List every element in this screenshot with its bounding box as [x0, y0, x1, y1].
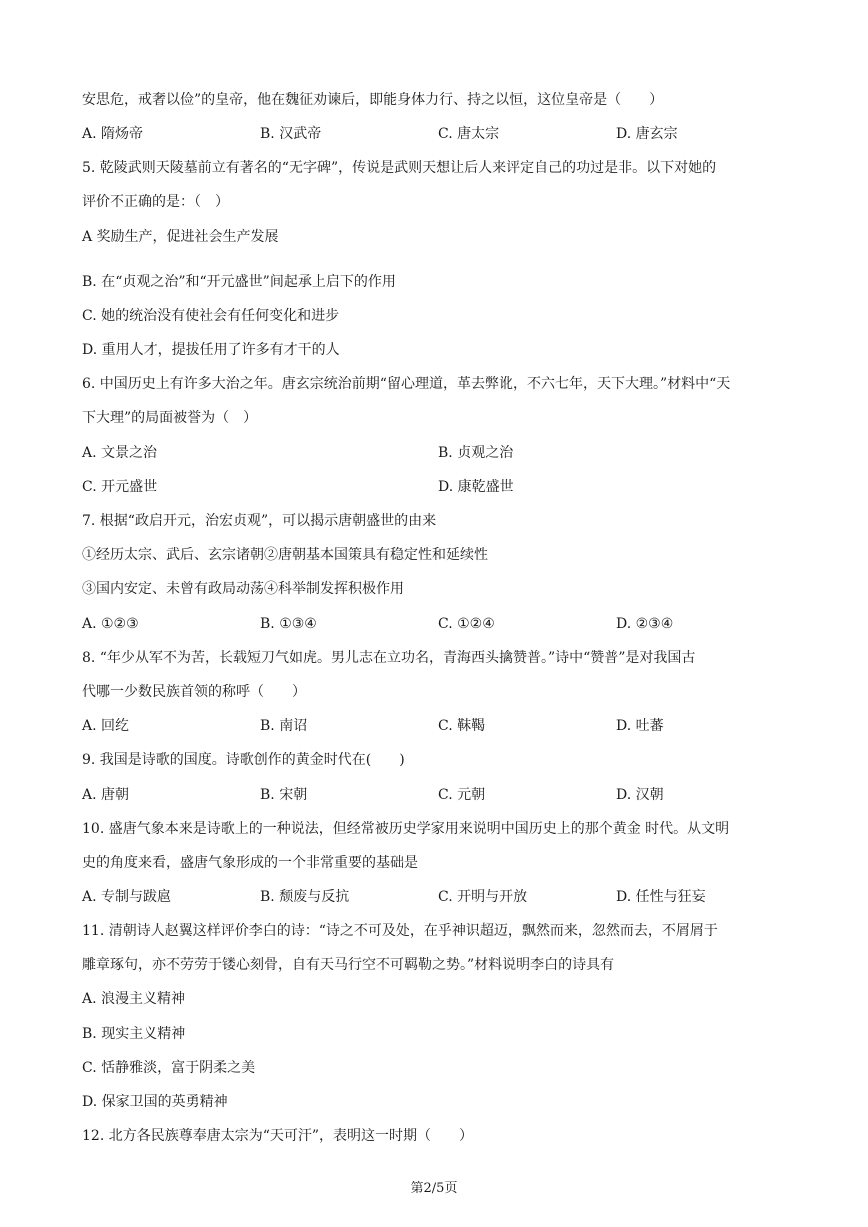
q5-option-d: D. 重用人才，提拔任用了许多有才干的人: [82, 342, 340, 358]
q7-option-d: D. ②③④: [616, 616, 674, 632]
q7-option-b: B. ①③④: [260, 616, 317, 632]
q10-option-c: C. 开明与开放: [438, 889, 528, 905]
q4-option-c: C. 唐太宗: [438, 126, 500, 142]
q9-stem: 9. 我国是诗歌的国度。诗歌创作的黄金时代在( ): [82, 752, 405, 768]
q10-option-b: B. 颓废与反抗: [260, 889, 350, 905]
q11-option-b: B. 现实主义精神: [82, 1026, 186, 1042]
q11-stem-line2: 雕章琢句，亦不劳劳于镂心刻骨，自有天马行空不可羁勒之势。”材料说明李白的诗具有: [82, 957, 615, 973]
q11-stem-line1: 11. 清朝诗人赵翼这样评价李白的诗：“诗之不可及处，在乎神识超迈，飘然而来，忽然而去，不屑屑于: [82, 923, 718, 939]
q10-option-a: A. 专制与跋扈: [82, 889, 172, 905]
q7-option-a: A. ①②③: [82, 616, 139, 632]
q11-option-c: C. 恬静雅淡，富于阴柔之美: [82, 1060, 256, 1076]
q7-stem: 7. 根据“政启开元，治宏贞观”，可以揭示唐朝盛世的由来: [82, 513, 437, 529]
q5-option-c: C. 她的统治没有使社会有任何变化和进步: [82, 308, 340, 324]
q4-stem: 安思危，戒奢以俭”的皇帝，他在魏征劝谏后，即能身体力行、持之以恒，这位皇帝是（ ）: [82, 92, 664, 108]
q9-option-a: A. 唐朝: [82, 787, 130, 803]
q10-option-d: D. 任性与狂妄: [616, 889, 706, 905]
q8-option-d: D. 吐蕃: [616, 718, 664, 734]
q9-option-b: B. 宋朝: [260, 787, 308, 803]
q11-option-d: D. 保家卫国的英勇精神: [82, 1094, 228, 1110]
q5-option-a: A 奖励生产，促进社会生产发展: [82, 229, 279, 245]
q5-stem-line1: 5. 乾陵武则天陵墓前立有著名的“无字碑”，传说是武则天想让后人来评定自己的功过是非。以下对她的: [82, 160, 717, 176]
q10-stem-line1: 10. 盛唐气象本来是诗歌上的一种说法，但经常被历史学家用来说明中国历史上的那个黄金 时代。从文明: [82, 821, 730, 837]
q8-option-b: B. 南诏: [260, 718, 308, 734]
q7-option-c: C. ①②④: [438, 616, 495, 632]
q8-option-c: C. 靺鞨: [438, 718, 486, 734]
q10-stem-line2: 史的角度来看，盛唐气象形成的一个非常重要的基础是: [82, 855, 418, 871]
q5-stem-line2: 评价不正确的是：（ ）: [82, 194, 229, 210]
q4-option-b: B. 汉武帝: [260, 126, 322, 142]
q6-stem-line2: 下大理”的局面被誉为（ ）: [82, 410, 258, 426]
q8-stem-line1: 8. “年少从军不为苦，长载短刀气如虎。男儿志在立功名，青海西头擒赞普。”诗中“赞普”是对我国古: [82, 650, 696, 666]
q8-stem-line2: 代哪一少数民族首领的称呼（ ）: [82, 684, 306, 700]
q6-option-a: A. 文景之治: [82, 445, 158, 461]
q12-stem: 12. 北方各民族尊奉唐太宗为“天可汗”，表明这一时期（ ）: [82, 1128, 474, 1144]
q6-option-d: D. 康乾盛世: [438, 479, 514, 495]
q6-option-c: C. 开元盛世: [82, 479, 158, 495]
q7-items-line1: ①经历太宗、武后、玄宗诸朝②唐朝基本国策具有稳定性和延续性: [82, 547, 488, 563]
q6-stem-line1: 6. 中国历史上有许多大治之年。唐玄宗统治前期“留心理道，革去弊讹，不六七年，天下大理。”材料中“天: [82, 376, 731, 392]
q4-option-d: D. 唐玄宗: [616, 126, 678, 142]
q9-option-d: D. 汉朝: [616, 787, 664, 803]
q5-option-b: B. 在“贞观之治”和“开元盛世”间起承上启下的作用: [82, 274, 396, 290]
q8-option-a: A. 回纥: [82, 718, 130, 734]
q7-items-line2: ③国内安定、未曾有政局动荡④科举制发挥积极作用: [82, 581, 404, 597]
page-number: 第2/5页: [410, 1181, 458, 1196]
q6-option-b: B. 贞观之治: [438, 445, 514, 461]
q11-option-a: A. 浪漫主义精神: [82, 991, 186, 1007]
q4-option-a: A. 隋炀帝: [82, 126, 144, 142]
q9-option-c: C. 元朝: [438, 787, 486, 803]
